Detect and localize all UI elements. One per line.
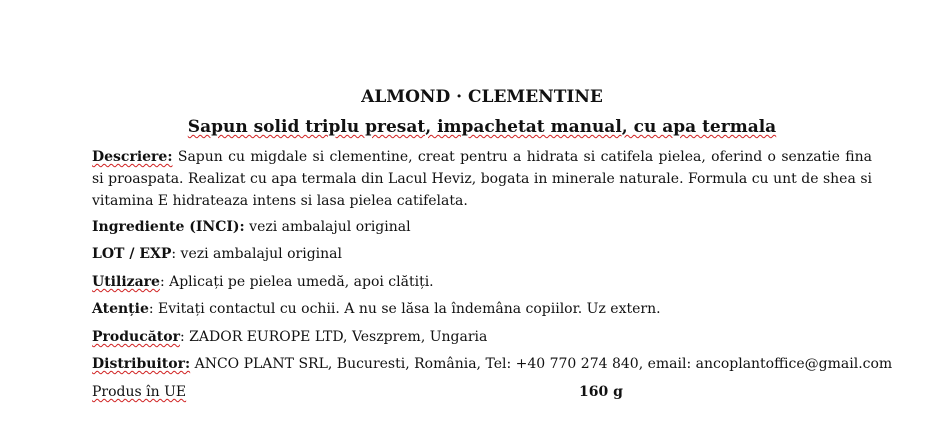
lot-text: : vezi ambalajul original (171, 246, 342, 262)
product-title: ALMOND · CLEMENTINE (361, 87, 603, 107)
lot-line (92, 243, 872, 265)
usage-label: Utilizare (92, 274, 160, 290)
usage-line (92, 271, 872, 293)
subtitle-text: Sapun solid triplu presat, impachetat manual, cu apa termala (187, 117, 777, 137)
producer-label: Producător (92, 329, 180, 345)
description-label: Descriere: (92, 149, 173, 165)
producer-line (92, 326, 872, 348)
producer-text: : ZADOR EUROPE LTD, Veszprem, Ungaria (180, 329, 488, 345)
lot-label: LOT / EXP (92, 246, 172, 262)
product-subtitle (92, 117, 872, 137)
warning-line (92, 298, 872, 320)
product-weight: 160 g (579, 384, 623, 400)
origin-line (92, 381, 872, 403)
description-paragraph (92, 146, 872, 212)
origin-text: Produs în UE (92, 384, 187, 400)
usage-text: : Aplicați pe pielea umedă, apoi clătiți. (159, 274, 434, 290)
warning-label: Atenție (92, 301, 149, 317)
distributor-text: ANCO PLANT SRL, Bucuresti, România, Tel: +40 770 274 840, email: ancoplantoffice@gmail.com (190, 356, 893, 372)
ingredients-label: Ingrediente (INCI): (92, 219, 245, 235)
warning-text: : Evitați contactul cu ochii. A nu se lăsa la îndemâna copiilor. Uz extern. (148, 301, 661, 317)
distributor-line (92, 353, 893, 375)
ingredients-text: vezi ambalajul original (244, 219, 411, 235)
description-text: Sapun cu migdale si clementine, creat pentru a hidrata si catifela pielea, oferind o senzatie fina si proaspata. Realizat cu apa termala din Lacul Heviz, bogata in minerale naturale. Formula cu unt de shea si vitamina E hidrateaza intens si lasa pielea catifelata. (92, 149, 872, 209)
ingredients-line (92, 216, 872, 238)
distributor-label: Distribuitor: (92, 356, 191, 372)
